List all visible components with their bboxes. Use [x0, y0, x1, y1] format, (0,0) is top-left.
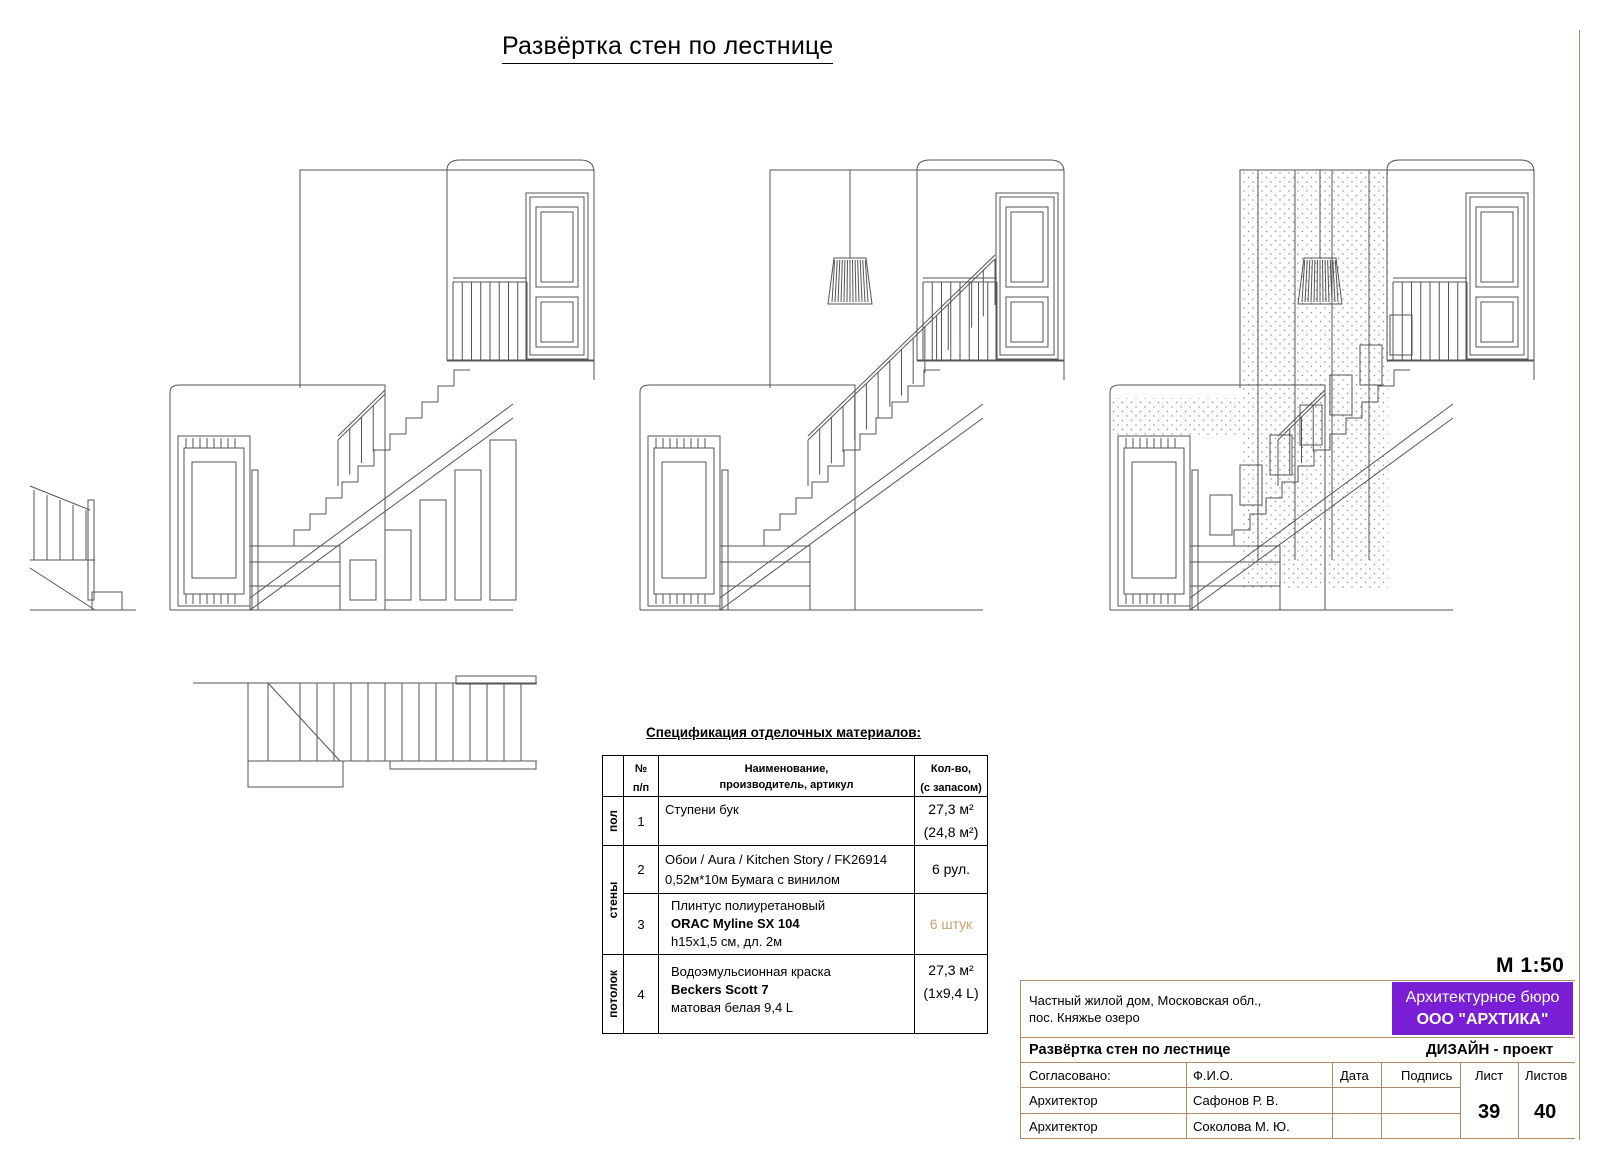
tb-line: [1332, 1062, 1333, 1138]
upper-landing-wall: [917, 170, 1064, 360]
signature-label: Подпись: [1401, 1068, 1453, 1083]
row1-qty-2: (24,8 м²): [923, 824, 979, 840]
row-qty: 6 штук: [915, 894, 988, 955]
stair-steps: [764, 370, 940, 546]
agreed-label: Согласовано:: [1029, 1068, 1111, 1083]
row4-name-2: Beckers Scott 7: [671, 982, 769, 997]
role-2: Архитектор: [1029, 1119, 1098, 1134]
date-label: Дата: [1340, 1068, 1369, 1083]
stair-plan: [193, 676, 537, 787]
row-name: [659, 894, 915, 955]
firm-line-1: Архитектурное бюро: [1405, 989, 1560, 1006]
project-line-2: пос. Княжье озеро: [1029, 1010, 1140, 1025]
row-qty: 6 рул.: [915, 846, 988, 894]
row1-qty-1: 27,3 м²: [928, 801, 974, 817]
cabinet-glass: [192, 462, 236, 578]
category-walls: [603, 846, 624, 955]
sheet-label: Лист: [1475, 1068, 1504, 1083]
bottom-step-2: [720, 562, 810, 586]
door: [996, 193, 1058, 359]
row3-name-1: Плинтус полиуретановый: [671, 898, 826, 913]
upper-landing-wall: [447, 170, 594, 360]
tb-line: [1020, 1087, 1460, 1088]
tb-line: [1186, 1062, 1187, 1138]
lamp-pleat: [855, 260, 856, 302]
spec-header-num: [624, 756, 659, 797]
tb-line: [1020, 980, 1575, 981]
door-panel-upper-inner: [541, 212, 573, 282]
row-num: 2: [624, 846, 659, 894]
door-panel-lower-inner: [1011, 302, 1043, 342]
tb-line: [1518, 1062, 1519, 1138]
newel-post-left: [722, 470, 728, 610]
door-panel-lower-inner: [541, 302, 573, 342]
hdr-num-2: п/п: [632, 781, 650, 794]
door: [1466, 193, 1528, 359]
name-1: Сафонов Р. В.: [1193, 1093, 1279, 1108]
lower-wall-outline: [640, 385, 855, 610]
understair-panel: [455, 470, 481, 600]
door-panel-upper-inner: [1011, 212, 1043, 282]
door-panel-lower-inner: [1481, 302, 1513, 342]
wainscot-panel: [1210, 495, 1232, 535]
row-name: [659, 955, 915, 1034]
firm-badge: [1392, 982, 1573, 1035]
spec-header-qty: [915, 756, 988, 797]
hdr-qty-1: Кол-во,: [930, 762, 972, 775]
row4-qty-1: 27,3 м²: [928, 962, 974, 978]
understair-panel: [350, 560, 376, 600]
lamp-pleat: [844, 260, 845, 302]
lower-wall-outline: [170, 385, 385, 610]
materials-spec-table: [602, 755, 988, 1034]
door-panel-lower: [536, 297, 578, 347]
title-block: [1020, 980, 1575, 1139]
door-panel-lower: [1476, 297, 1518, 347]
row-name: [659, 797, 915, 846]
tb-line: [1020, 1113, 1460, 1114]
scale-label: М 1:50: [1496, 954, 1565, 977]
fio-label: Ф.И.О.: [1193, 1068, 1234, 1083]
wallpaper-area-lower: [1110, 398, 1240, 438]
row4-name-3: матовая белая 9,4 L: [671, 1000, 794, 1015]
spec-row: [603, 846, 988, 894]
stringer-top: [250, 404, 513, 598]
lamp-pleat: [838, 260, 840, 302]
step: [92, 592, 122, 610]
cabinet-frame: [184, 448, 244, 594]
bottom-step-3: [250, 586, 340, 610]
project-address: [1029, 992, 1261, 1026]
stringer-bottom: [250, 418, 513, 610]
row3-name-3: h15х1,5 см, дл. 2м: [671, 934, 783, 949]
project-line-1: Частный жилой дом, Московская обл.,: [1029, 993, 1262, 1008]
upper-landing-wall: [1387, 170, 1534, 360]
role-1: Архитектор: [1029, 1093, 1098, 1108]
sheets-total: 40: [1534, 1101, 1557, 1123]
wall-outline: [300, 170, 447, 388]
door: [526, 193, 588, 359]
spec-header-name: [659, 756, 915, 797]
understair-panel: [490, 440, 516, 600]
row1-name-1: Ступени бук: [665, 802, 739, 817]
cabinet-frame: [1124, 448, 1184, 594]
understair-panel: [420, 500, 446, 600]
cabinet-glass: [1132, 462, 1176, 578]
page-title: Развёртка стен по лестнице: [502, 30, 833, 64]
stair-elevation-2: [640, 160, 1064, 610]
wallpaper-area: [1240, 170, 1388, 590]
spec-header-row: [603, 756, 988, 797]
door-panel-lower: [1006, 297, 1048, 347]
sheet-title: Развёртка стен по лестнице: [1029, 1042, 1231, 1058]
lamp-pleat: [841, 260, 842, 302]
stair-elevation-1: [170, 160, 594, 610]
tb-line: [1460, 1062, 1461, 1138]
bottom-step-2: [250, 562, 340, 586]
design-stage: ДИЗАЙН - проект: [1426, 1041, 1554, 1058]
spec-header-blank: [603, 756, 624, 797]
stringer: [30, 568, 95, 610]
name-2: Соколова М. Ю.: [1193, 1119, 1290, 1134]
door-panel-upper: [1476, 207, 1518, 287]
sheets-label: Листов: [1525, 1068, 1568, 1083]
plan-post: [248, 683, 268, 761]
firm-line-2: ООО "АРХТИКА": [1416, 1011, 1549, 1028]
category-floor-label: пол: [606, 810, 620, 832]
understair-panel: [385, 530, 411, 600]
sheet-number: 39: [1478, 1101, 1501, 1123]
plan-rail: [390, 761, 536, 769]
row4-qty-2: (1х9,4 L): [923, 985, 979, 1001]
tb-line: [1020, 1062, 1575, 1063]
bottom-step-3: [720, 586, 810, 610]
row4-name-1: Водоэмульсионная краска: [671, 964, 831, 979]
row2-name-1: Обои / Aura / Kitchen Story / FK26914: [665, 851, 888, 867]
lamp-pleat: [863, 260, 865, 302]
row3-name-2: ORAC Myline SX 104: [671, 916, 800, 931]
row-num: 4: [624, 955, 659, 1034]
lamp-pleat: [835, 260, 837, 302]
door-frame: [1000, 197, 1054, 355]
stair-elevation-3: [1110, 160, 1534, 610]
door-frame: [1470, 197, 1524, 355]
newel-post: [88, 500, 94, 600]
cabinet-glass: [662, 462, 706, 578]
row-qty: [915, 797, 988, 846]
stringer-top: [720, 404, 983, 598]
hdr-num-1: №: [634, 762, 648, 775]
row-num: 3: [624, 894, 659, 955]
hdr-name-1: Наименование,: [744, 763, 829, 775]
category-ceiling-label: потолок: [606, 970, 620, 1018]
tb-line: [1020, 1037, 1575, 1038]
tb-line: [1020, 980, 1021, 1138]
tb-line: [1020, 1138, 1575, 1139]
row2-name-2: 0,52м*10м Бумага с винилом: [665, 871, 840, 887]
door-panel-upper: [536, 207, 578, 287]
door-frame: [530, 197, 584, 355]
plan-landing: [248, 761, 343, 787]
cabinet-frame: [654, 448, 714, 594]
spec-row: [603, 894, 988, 955]
door-panel-upper-inner: [1481, 212, 1513, 282]
row-num: 1: [624, 797, 659, 846]
hdr-name-2: производитель, артикул: [719, 779, 854, 791]
category-ceiling: [603, 955, 624, 1034]
row-name: [659, 846, 915, 894]
partial-stair-elevation: [30, 486, 136, 610]
plan-winder: [268, 683, 340, 761]
category-walls-label: стены: [606, 881, 620, 919]
lamp-pleat: [858, 260, 859, 302]
tb-line: [1381, 1062, 1382, 1138]
row-qty: [915, 955, 988, 1034]
door-panel-upper: [1006, 207, 1048, 287]
newel-post-left: [252, 470, 258, 610]
lamp-pleat: [860, 260, 862, 302]
category-floor: [603, 797, 624, 846]
spec-row: [603, 797, 988, 846]
hdr-qty-2: (с запасом): [920, 781, 982, 794]
stringer-bottom: [720, 418, 983, 610]
newel-post-left: [1192, 470, 1198, 610]
spec-heading: Спецификация отделочных материалов:: [646, 725, 922, 740]
spec-row: [603, 955, 988, 1034]
